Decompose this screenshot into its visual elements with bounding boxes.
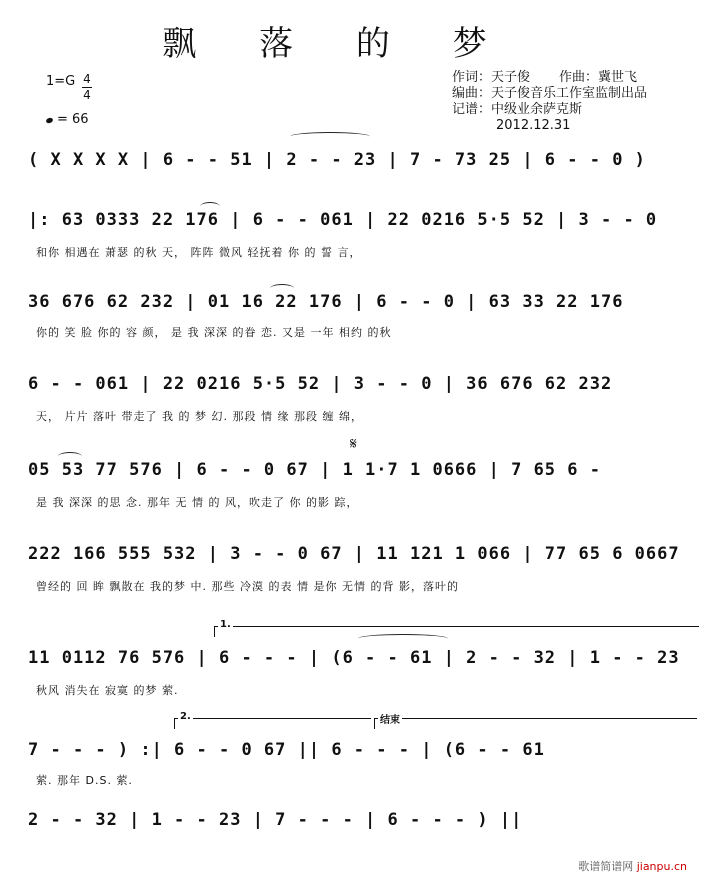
volta-2-label: 2. bbox=[180, 711, 191, 722]
row-lyric: 秋风 消失在 寂寞 的梦 萦. bbox=[36, 684, 179, 697]
date: 2012.12.31 bbox=[496, 118, 571, 133]
lyricist: 作词：天子俊 bbox=[452, 70, 531, 85]
row-notes: 05 53 77 576 | 6 - - 0 67 | 1 1·7 1 0666 | 7 65 6 - bbox=[28, 460, 601, 480]
arranger: 编曲：天子俊音乐工作室监制出品 bbox=[452, 86, 648, 101]
ending-label: 结束 bbox=[380, 715, 400, 726]
tempo-value: = 66 bbox=[57, 112, 89, 127]
row-notes: 6 - - 061 | 22 0216 5·5 52 | 3 - - 0 | 36 676 62 232 bbox=[28, 374, 613, 394]
composer: 作曲：冀世飞 bbox=[558, 70, 637, 85]
row-lyric: 萦. 那年 D.S. 萦. bbox=[36, 774, 133, 787]
volta-first-ending bbox=[214, 619, 699, 637]
slur bbox=[358, 634, 448, 643]
row-notes: 7 - - - ) :| 6 - - 0 67 || 6 - - - | (6 - - 61 bbox=[28, 740, 545, 760]
volta-second-ending bbox=[174, 711, 371, 729]
row-notes: 222 166 555 532 | 3 - - 0 67 | 11 121 1 066 | 77 65 6 0667 bbox=[28, 544, 680, 564]
watermark-prefix: 歌谱简谱网 bbox=[578, 860, 634, 873]
credits-block bbox=[452, 70, 647, 134]
segno-icon: 𝄋 bbox=[350, 434, 357, 453]
slur bbox=[290, 132, 370, 141]
transcriber: 记谱：中级业余萨克斯 bbox=[452, 102, 583, 117]
song-title: 飘 落 的 梦 bbox=[162, 24, 513, 64]
quarter-note-icon bbox=[45, 117, 53, 124]
row-notes: 36 676 62 232 | 01 16 22 176 | 6 - - 0 | 63 33 22 176 bbox=[28, 292, 624, 312]
tempo-marking bbox=[46, 112, 89, 127]
row-lyric: 曾经的 回 眸 飘散在 我的梦 中. 那些 冷漠 的表 情 是你 无情 的背 影，落叶的 bbox=[36, 580, 459, 593]
time-signature bbox=[82, 72, 92, 103]
slur bbox=[58, 452, 82, 461]
time-signature-bottom: 4 bbox=[83, 88, 91, 102]
row-lyric: 天， 片片 落叶 带走了 我 的 梦 幻. 那段 情 缘 那段 缠 绵， bbox=[36, 410, 363, 423]
volta-1-label: 1. bbox=[220, 619, 231, 630]
ending-bracket bbox=[374, 715, 697, 729]
row-notes: 11 0112 76 576 | 6 - - - | (6 - - 61 | 2 - - 32 | 1 - - 23 bbox=[28, 648, 680, 668]
row-notes: |: 63 0333 22 176 | 6 - - 061 | 22 0216 5·5 52 | 3 - - 0 bbox=[28, 210, 658, 230]
row-lyric: 你的 笑 脸 你的 容 颜， 是 我 深深 的眷 恋. 又是 一年 相约 的秋 bbox=[36, 326, 392, 339]
watermark-site: jianpu.cn bbox=[636, 860, 687, 873]
row-lyric: 是 我 深深 的思 念. 那年 无 情 的 风，吹走了 你 的影 踪， bbox=[36, 496, 359, 509]
time-signature-top: 4 bbox=[83, 72, 91, 86]
slur bbox=[200, 202, 220, 211]
slur bbox=[270, 284, 294, 293]
row-lyric: 和你 相遇在 萧瑟 的秋 天， 阵阵 微风 轻抚着 你 的 誓 言， bbox=[36, 246, 362, 259]
watermark bbox=[578, 858, 687, 874]
key-signature: 1=G bbox=[46, 74, 76, 89]
row-notes: ( X X X X | 6 - - 51 | 2 - - 23 | 7 - 73 25 | 6 - - 0 ) bbox=[28, 150, 646, 170]
row-notes: 2 - - 32 | 1 - - 23 | 7 - - - | 6 - - - ) || bbox=[28, 810, 523, 830]
